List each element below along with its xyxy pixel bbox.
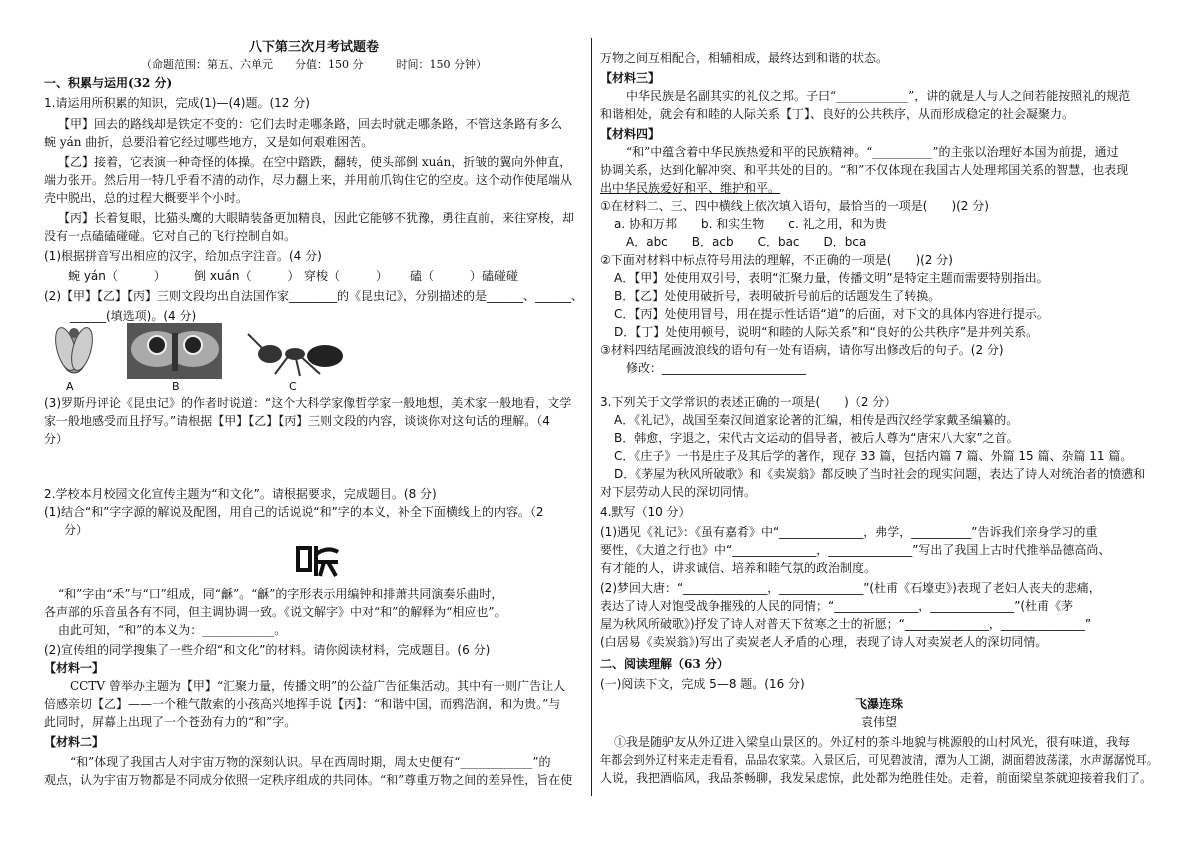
question-stem: 4.默写（10 分）: [600, 505, 691, 519]
answer-field[interactable]: 蜿 yán（ ）: [68, 269, 166, 283]
sub-question: (2)宣传组的同学搜集了一些介绍“和文化”的材料。请你阅读材料，完成题目。(6 分): [44, 643, 491, 657]
answer-line[interactable]: 由此可知，“和”的本义为：____________。: [58, 623, 287, 637]
exam-meta: （命题范围：第五、六单元 分值：150 分 时间：150 分钟）: [141, 58, 487, 71]
passage-line: 壳中脱出，总的过程大概要半个小时。: [44, 191, 249, 205]
passage-line: ①我是随驴友从外辽进入梁皇山景区的。外辽村的茶斗地貌与桃源般的山村风光，很有味道，我每: [614, 735, 1131, 749]
option-line: A．【甲】处使用双引号，表明“汇聚力量，传播文明”是特定主题而需要特别指出。: [614, 271, 1049, 285]
figure-label: C: [289, 380, 297, 393]
ant-figure: [240, 330, 360, 378]
passage-line: 此同时，屏幕上出现了一个苍劲有力的“和”字。: [44, 715, 297, 729]
answer-field[interactable]: 磕（ ）磕碰碰: [410, 269, 519, 283]
fill-in-line[interactable]: (1)遇见《礼记》：《虽有嘉肴》中“______________，弗学，__________”告诉我们亲身学习的重: [600, 525, 1098, 539]
section-heading: 一、积累与运用(32 分): [44, 76, 173, 90]
option-line: C．《庄子》一书是庄子及其后学的著作，现存 33 篇，包括内篇 7 篇、外篇 15 篇、杂篇 11 篇。: [614, 449, 1133, 463]
sub-question: (2)【甲】【乙】【丙】三则文段均出自法国作家________的《昆虫记》，分别描述的是______、______、: [44, 289, 584, 303]
sub-question: (一)阅读下文，完成 5—8 题。(16 分): [600, 677, 805, 691]
sub-question: 分）: [44, 432, 69, 446]
answer-field[interactable]: 穿梭（ ）: [304, 269, 389, 283]
fill-in-line[interactable]: 要性，《大道之行也》中“______________，______________”写出了我国上古时代推举品德高尚、: [600, 543, 1111, 557]
wavy-underlined-sentence: 出中华民族爱好和平、维护和平。: [600, 181, 781, 195]
passage-line: 【甲】回去的路线却是铁定不变的：它们去时走哪条路，回去时就走哪条路，不管这条路有多么: [58, 117, 563, 131]
passage-line: 万物之间互相配合，相辅相成，最终达到和谐的状态。: [600, 51, 889, 65]
fill-in-line[interactable]: (2)梦回大唐：“______________，______________”(杜甫《石壕吏》)表现了老妇人丧夫的悲痛，: [600, 581, 1101, 595]
option-line: A．abc B．acb C．bac D．bca: [626, 235, 867, 249]
sub-question: ②下面对材料中标点符号用法的理解，不正确的一项是( )(2 分): [600, 253, 953, 267]
exam-title: 八下第三次月考试题卷: [248, 40, 379, 55]
option-line: 对下层劳动人民的深切同情。: [600, 485, 757, 499]
sub-question: (3)罗斯丹评论《昆虫记》的作者时说道：“这个大科学家像哲学家一般地想，美术家一般地看，文学: [44, 396, 572, 410]
passage-line: 倍感亲切【乙】——一个稚气散索的小孩高兴地挥手说【丙】：“和谐中国，而鸦浩润，和为贵。”与: [44, 697, 561, 711]
essay-author: 袁伟望: [860, 715, 897, 729]
question-stem: 2.学校本月校园文化宣传主题为“和文化”。请根据要求，完成题目。(8 分): [44, 487, 437, 501]
sub-question: 家一般地感受而且抒写。”请根据【甲】【乙】【丙】三则文段的内容，谈谈你对这句话的理解。（4: [44, 414, 550, 428]
passage-line: 蜿 yán 曲折，总要沿着它经过哪些地方，又是如何艰难困苦。: [44, 135, 374, 149]
passage-line: “和”体现了我国古人对宇宙万物的深刻认识。早在西周时期，周太史便有“____________”的: [70, 755, 551, 769]
section-heading: 二、阅读理解（63 分）: [600, 657, 729, 671]
essay-title: 飞瀑连珠: [854, 697, 903, 711]
passage-line: 人说，我把酒临风，我品茶畅聊，我发呆虑惊，此处都为绝胜佳处。走着，前面梁皇茶就迎接着我们了。: [600, 771, 1153, 785]
option-line: a. 协和万邦 b. 和实生物 c. 礼之用，和为贵: [614, 217, 887, 231]
material-title: 【材料三】: [600, 71, 661, 85]
sub-question: 分）: [64, 523, 89, 537]
option-line: C．【丙】处使用冒号，用在提示性话语“道”的后面，对下文的具体内容进行提示。: [614, 307, 1049, 321]
question-stem: 1.请运用所积累的知识，完成(1)—(4)题。(12 分): [44, 96, 310, 110]
passage-line: CCTV 曾举办主题为【甲】“汇聚力量，传播文明”的公益广告征集活动。其中有一则广告让人: [70, 679, 566, 693]
sub-question: ______(填选项)。(4 分): [70, 309, 197, 323]
answer-field[interactable]: 倒 xuán（ ）: [194, 269, 300, 283]
butterfly-figure: [127, 323, 222, 379]
sub-question: ①在材料二、三、四中横线上依次填入语句，最恰当的一项是( )(2 分): [600, 199, 989, 213]
passage-line: 【丙】长着复眼，比猫头鹰的大眼睛装备更加精良，因此它能够不犹豫，勇往直前，来往穿梭，却: [58, 211, 575, 225]
passage-line: 中华民族是名副其实的礼仪之邦。子曰“____________”，讲的就是人与人之间若能按照礼的规范: [626, 89, 1131, 103]
answer-line[interactable]: 修改：________________________: [626, 361, 807, 375]
option-line: D．《茅屋为秋风所破歌》和《卖炭翁》都反映了当时社会的现实问题，表达了诗人对统治者的愤懑和: [614, 467, 1146, 481]
passage-line: 【乙】接着，它表演一种奇怪的体操。在空中踏跌，翻转，使头部倒 xuán，折皱的翼向外伸直，: [58, 155, 572, 169]
fill-in-line: 有才能的人，讲求诚信、培养和睦气氛的政治制度。: [600, 561, 877, 575]
passage-line: 各声部的乐音虽各有不同，但主调协调一致。《说文解字》中对“和”的解释为“相应也”。: [44, 605, 507, 619]
seal-glyph-figure: [294, 540, 344, 580]
cicada-figure: [44, 323, 104, 381]
fill-in-line: (白居易《卖炭翁》)写出了卖炭老人矛盾的心理，表现了诗人对卖炭老人的深切同情。: [600, 635, 1048, 649]
sub-question: (1)结合“和”字字源的解说及配图，用自己的话说说“和”字的本义，补全下面横线上的内容。（2: [44, 505, 544, 519]
passage-line: 端力张开。然后用一特几乎看不清的动作，尽力翻上来，并用前爪钩住它的空皮。这个动作使尾端从: [44, 173, 573, 187]
passage-line: 年都会到外辽村来走走看看，品品农家菜。入景区后，可见碧波清，潭为人工湖，湖面碧波荡漾，水声潺潺悦耳。: [600, 753, 1159, 767]
option-line: B．【乙】处使用破折号，表明破折号前后的话题发生了转换。: [614, 289, 941, 303]
column-divider: [591, 38, 592, 796]
fill-in-line[interactable]: 表达了诗人对饱受战争摧残的人民的同情；“______________，______________”(杜甫《茅: [600, 599, 1074, 613]
figure-label: A: [66, 380, 74, 393]
figure-label: B: [172, 380, 180, 393]
material-title: 【材料一】: [44, 661, 105, 675]
passage-line: “和”中蕴含着中华民族热爱和平的民族精神。“__________”的主张以治理好本国为前提，通过: [626, 145, 1119, 159]
passage-line: “和”字由“禾”与“口”组成，同“龢”。“龢”的字形表示用编钟和排萧共同演奏乐曲时，: [58, 587, 504, 601]
option-line: A．《礼记》，战国至秦汉间道家论著的汇编，相传是西汉经学家戴圣编纂的。: [614, 413, 1019, 427]
question-stem: 3.下列关于文学常识的表述正确的一项是( )（2 分）: [600, 395, 897, 409]
sub-question: ③材料四结尾画波浪线的语句有一处有语病，请你写出修改后的句子。(2 分): [600, 343, 1004, 357]
sub-question: (1)根据拼音写出相应的汉字，给加点字注音。(4 分): [44, 249, 322, 263]
option-line: B．韩愈，字退之，宋代古文运动的倡导者，被后人尊为“唐宋八大家”之首。: [614, 431, 1019, 445]
passage-line: 没有一点磕磕碰碰。它对自己的飞行控制自如。: [44, 229, 297, 243]
passage-line: 观点，认为宇宙万物都是不同成分依照一定秩序组成的共同体。“和”尊重万物之间的差异性，旨在使: [44, 773, 573, 787]
passage-line: 协调关系，达到化解冲突、和平共处的目的。“和”不仅体现在我国古人处理邦国关系的智慧，也表现: [600, 163, 1129, 177]
material-title: 【材料四】: [600, 127, 661, 141]
material-title: 【材料二】: [44, 735, 105, 749]
fill-in-line[interactable]: 屋为秋风所破歌》)抒发了诗人对普天下贫寒之士的祈愿；“______________，______________”: [600, 617, 1092, 631]
passage-line: 和谐相处，就会有和睦的人际关系【丁】、良好的公共秩序，从而形成稳定的社会凝聚力。: [600, 107, 1075, 121]
option-line: D．【丁】处使用顿号，说明“和睦的人际关系”和“良好的公共秩序”是并列关系。: [614, 325, 1039, 339]
